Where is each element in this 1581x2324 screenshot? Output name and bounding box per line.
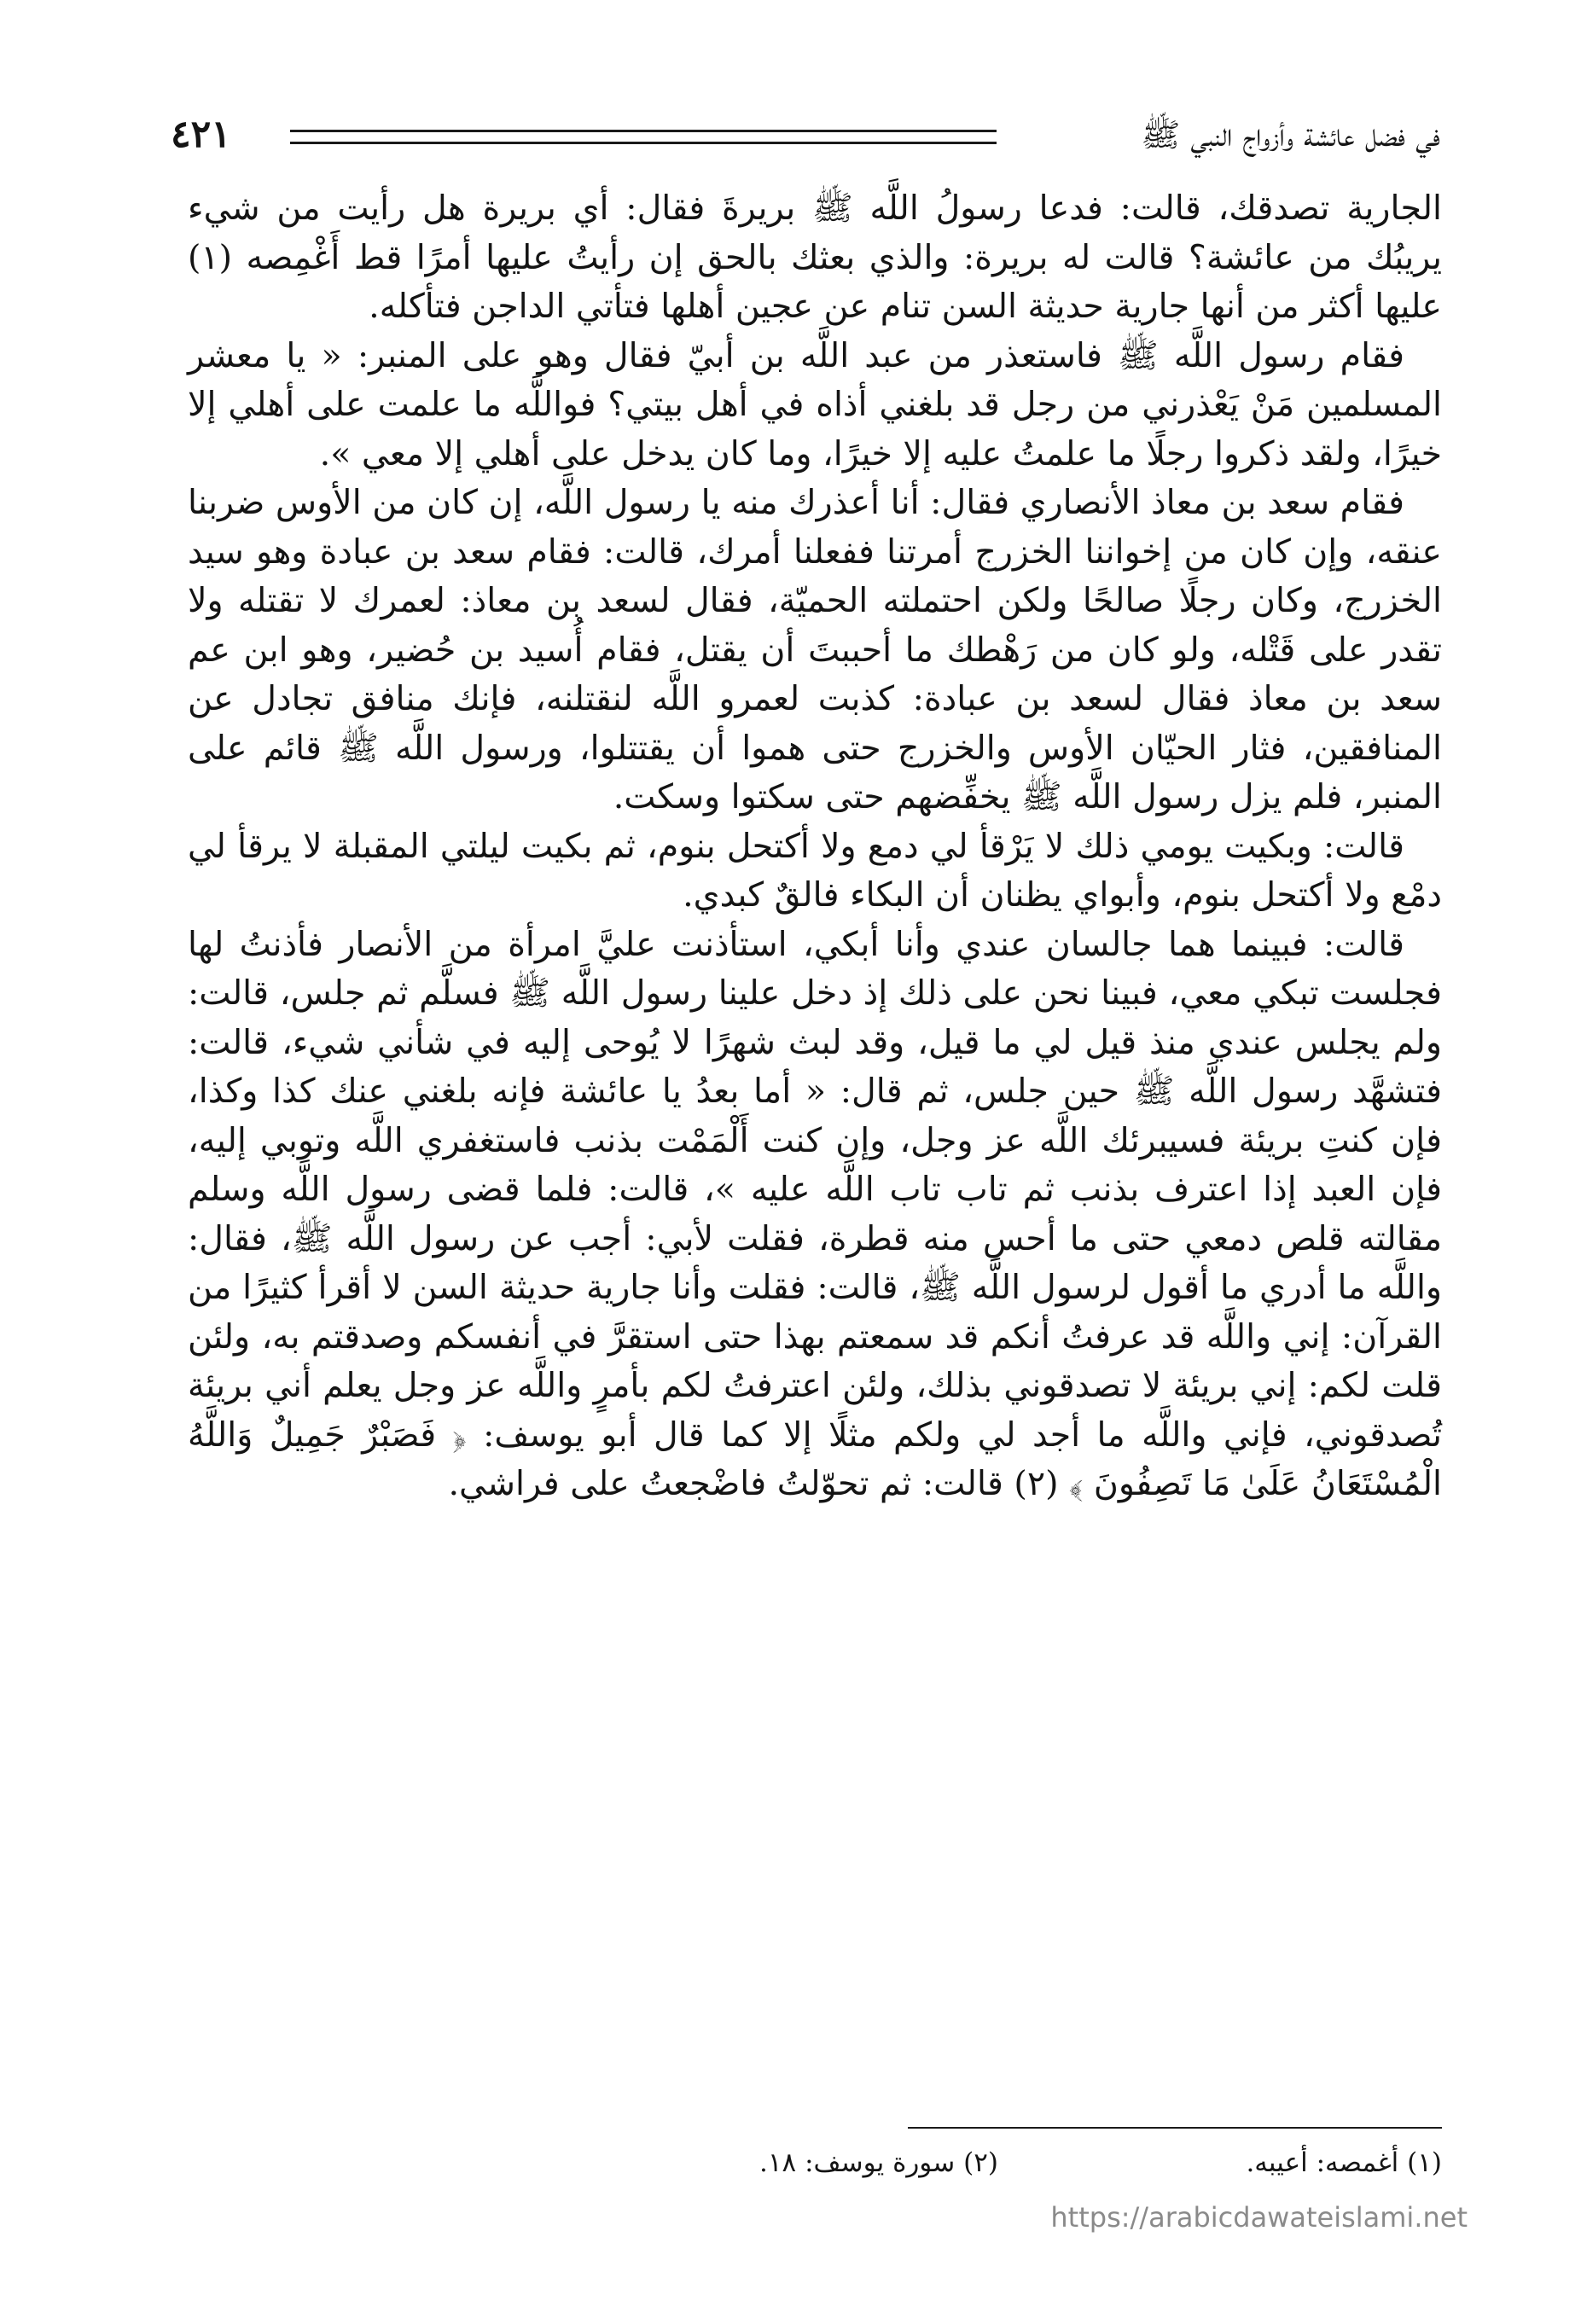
- paragraph: الجارية تصدقك، قالت: فدعا رسولُ اللَّه ﷺ بريرةَ فقال: أي بريرة هل رأيت من شيء يريبُك من عائشة؟ قالت له بريرة: والذي بعثك بالحق إن رأيتُ عليها أمرًا قط أَغْمِصه (١) عليها أكثر من أنها جارية حديثة السن تنام عن عجين أهلها فتأتي الداجن فتأكله.: [188, 189, 1442, 326]
- watermark-url: https://arabicdawateislami.net: [1050, 2201, 1468, 2234]
- paragraph: فقام سعد بن معاذ الأنصاري فقال: أنا أعذرك منه يا رسول اللَّه، إن كان من الأوس ضربنا عنقه، وإن كان من إخواننا الخزرج أمرتنا ففعلنا أمرك، قالت: فقام سعد بن عبادة وهو سيد الخزرج، وكان رجلًا صالحًا ولكن احتملته الحميّة، فقال لسعد بن معاذ: لعمرك لا تقتله ولا تقدر على قَتْله، ولو كان من رَهْطك ما أحببتَ أن يقتل، فقام أُسيد بن حُضير، وهو ابن عم سعد بن معاذ فقال لسعد بن عبادة: كذبت لعمرو اللَّه لنقتلنه، فإنك منافق تجادل عن المنافقين، فثار الحيّان الأوس والخزرج حتى هموا أن يقتتلوا، ورسول اللَّه ﷺ قائم على المنبر، فلم يزل رسول اللَّه ﷺ يخفِّضهم حتى سكتوا وسكت.: [188, 483, 1442, 816]
- footnotes: [478, 2141, 1442, 2184]
- paragraph: قالت: وبكيت يومي ذلك لا يَرْقأ لي دمع ولا أكتحل بنوم، ثم بكيت ليلتي المقبلة لا يرقأ لي دمْع ولا أكتحل بنوم، وأبواي يظنان أن البكاء فالقٌ كبدي.: [188, 826, 1442, 915]
- footnote-1: (١) أغمصه: أعيبه.: [1246, 2147, 1442, 2178]
- main-text: [188, 184, 1442, 1509]
- running-title: في فضل عائشة وأزواج النبي ﷺ: [1141, 116, 1440, 154]
- footnote-2: (٢) سورة يوسف: ١٨.: [759, 2147, 998, 2178]
- footnote-rule: [908, 2127, 1442, 2129]
- paragraph: قالت: فبينما هما جالسان عندي وأنا أبكي، استأذنت عليَّ امرأة من الأنصار فأذنتُ لها فجلست تبكي معي، فبينا نحن على ذلك إذ دخل علينا رسول اللَّه ﷺ فسلَّم ثم جلس، قالت: ولم يجلس عندي منذ قيل لي ما قيل، وقد لبث شهرًا لا يُوحى إليه في شأني شيء، قالت: فتشهَّد رسول اللَّه ﷺ حين جلس، ثم قال: « أما بعدُ يا عائشة فإنه بلغني عنك كذا وكذا، فإن كنتِ بريئة فسيبرئك اللَّه عز وجل، وإن كنت أَلْمَمْت بذنب فاستغفري اللَّه وتوبي إليه، فإن العبد إذا اعترف بذنب ثم تاب تاب اللَّه عليه »، قالت: فلما قضى رسول اللَّه وسلم مقالته قلص دمعي حتى ما أحس منه قطرة، فقلت لأبي: أجب عن رسول اللَّه ﷺ، فقال: واللَّه ما أدري ما أقول لرسول اللَّه ﷺ، قالت: فقلت وأنا جارية حديثة السن لا أقرأ كثيرًا من القرآن: إني واللَّه قد عرفتُ أنكم قد سمعتم بهذا حتى استقرَّ في أنفسكم وصدقتم به، ولئن قلت لكم: إني بريئة لا تصدقوني بذلك، ولئن اعترفتُ لكم بأمرٍ واللَّه عز وجل يعلم أني بريئة تُصدقوني، فإني واللَّه ما أجد لي ولكم مثلًا إلا كما قال أبو يوسف: ﴿ فَصَبْرٌ جَمِيلٌ وَاللَّهُ الْمُسْتَعَانُ عَلَىٰ مَا تَصِفُونَ ﴾ (٢) قالت: ثم تحوّلتُ فاضْجعتُ على فراشي.: [188, 924, 1442, 1503]
- page-number: ٤٢١: [171, 113, 231, 156]
- paragraph: فقام رسول اللَّه ﷺ فاستعذر من عبد اللَّه بن أبيّ فقال وهو على المنبر: « يا معشر المسلمين مَنْ يَعْذرني من رجل قد بلغني أذاه في أهل بيتي؟ فواللَّه ما علمت على أهلي إلا خيرًا، ولقد ذكروا رجلًا ما علمتُ عليه إلا خيرًا، وما كان يدخل على أهلي إلا معي ».: [188, 335, 1442, 474]
- header-double-rule: [290, 130, 997, 144]
- page-header: [171, 109, 1440, 160]
